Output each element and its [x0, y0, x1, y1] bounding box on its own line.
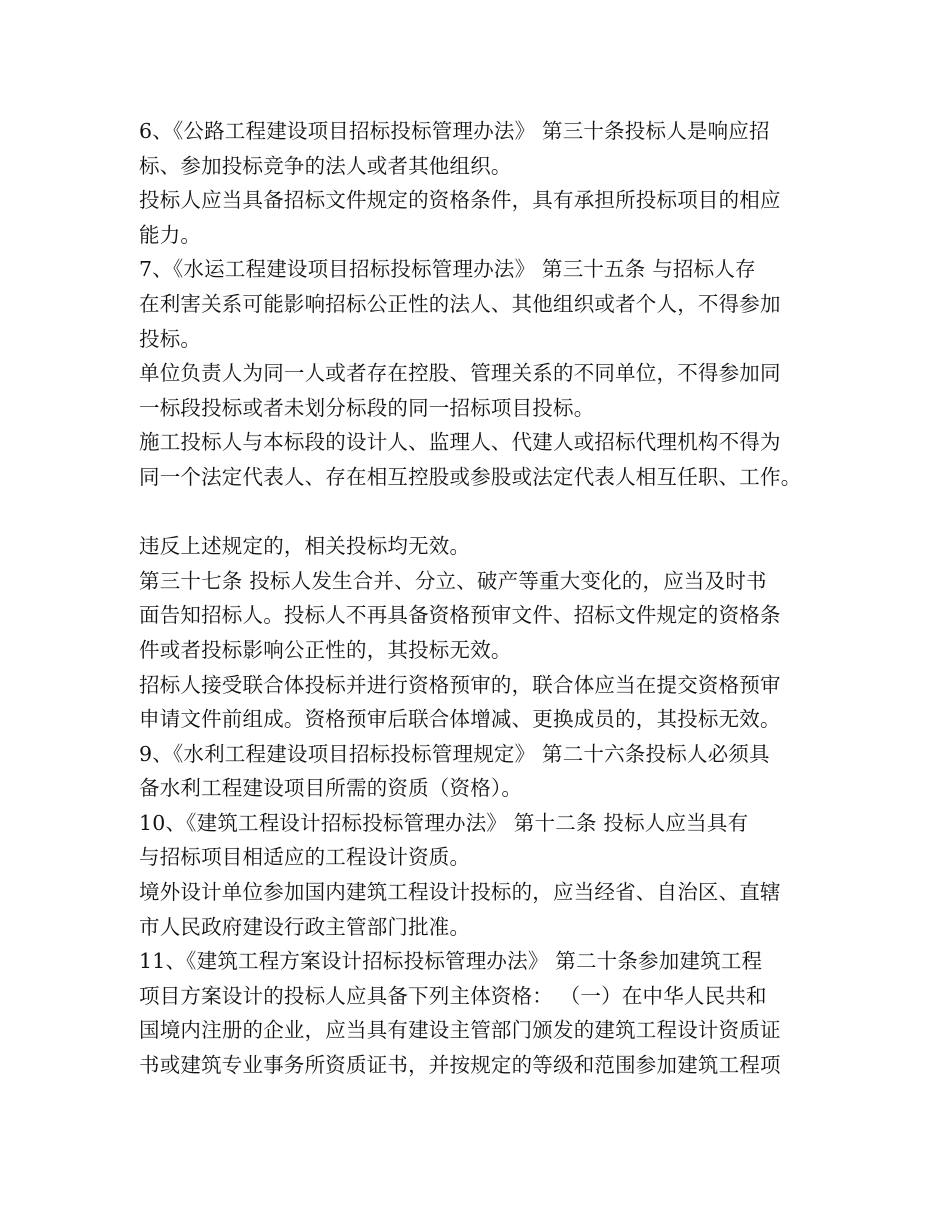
text-line: 书或建筑专业事务所资质证书，并按规定的等级和范围参加建筑工程项: [139, 1053, 781, 1078]
text-line: 申请文件前组成。资格预审后联合体增减、更换成员的，其投标无效。: [139, 707, 781, 732]
text-line: 投标人应当具备招标文件规定的资格条件，具有承担所投标项目的相应: [139, 188, 781, 213]
text-line: 在利害关系可能影响招标公正性的法人、其他组织或者个人，不得参加: [139, 291, 781, 316]
text-line: 面告知招标人。投标人不再具备资格预审文件、招标文件规定的资格条: [139, 603, 781, 628]
text-line: 11、《建筑工程方案设计招标投标管理办法》 第二十条参加建筑工程: [139, 949, 763, 974]
text-line: 一标段投标或者未划分标段的同一招标项目投标。: [139, 395, 595, 420]
text-line: 单位负责人为同一人或者存在控股、管理关系的不同单位，不得参加同: [139, 361, 781, 386]
text-line: 投标。: [139, 326, 202, 351]
blank-line: [139, 495, 829, 530]
text-line: 施工投标人与本标段的设计人、监理人、代建人或招标代理机构不得为: [139, 430, 781, 455]
text-line: 招标人接受联合体投标并进行资格预审的，联合体应当在提交资格预审: [139, 672, 781, 697]
text-line: 10、《建筑工程设计招标投标管理办法》 第十二条 投标人应当具有: [139, 810, 749, 835]
document-body: [139, 114, 829, 1083]
text-line: 第三十七条 投标人发生合并、分立、破产等重大变化的，应当及时书: [139, 568, 767, 593]
text-line: 与招标项目相适应的工程设计资质。: [139, 845, 471, 870]
text-line: 能力。: [139, 222, 202, 247]
text-line: 6、《公路工程建设项目招标投标管理办法》 第三十条投标人是响应招: [139, 119, 770, 143]
text-line: 7、《水运工程建设项目招标投标管理办法》 第三十五条 与招标人存: [139, 257, 756, 282]
text-line: 件或者投标影响公正性的，其投标无效。: [139, 637, 512, 662]
text-line: 项目方案设计的投标人应具备下列主体资格： （一）在中华人民共和: [139, 983, 767, 1008]
text-line: 违反上述规定的，相关投标均无效。: [139, 534, 471, 559]
text-line: 同一个法定代表人、存在相互控股或参股或法定代表人相互任职、工作。: [139, 464, 802, 489]
text-line: 国境内注册的企业，应当具有建设主管部门颁发的建筑工程设计资质证: [139, 1018, 781, 1043]
text-line: 标、参加投标竞争的法人或者其他组织。: [139, 153, 512, 178]
text-line: 境外设计单位参加国内建筑工程设计投标的，应当经省、自治区、直辖: [139, 880, 781, 905]
text-line: 市人民政府建设行政主管部门批准。: [139, 914, 471, 939]
text-line: 备水利工程建设项目所需的资质（资格）。: [139, 776, 523, 801]
text-line: 9、《水利工程建设项目招标投标管理规定》 第二十六条投标人必须具: [139, 741, 770, 766]
